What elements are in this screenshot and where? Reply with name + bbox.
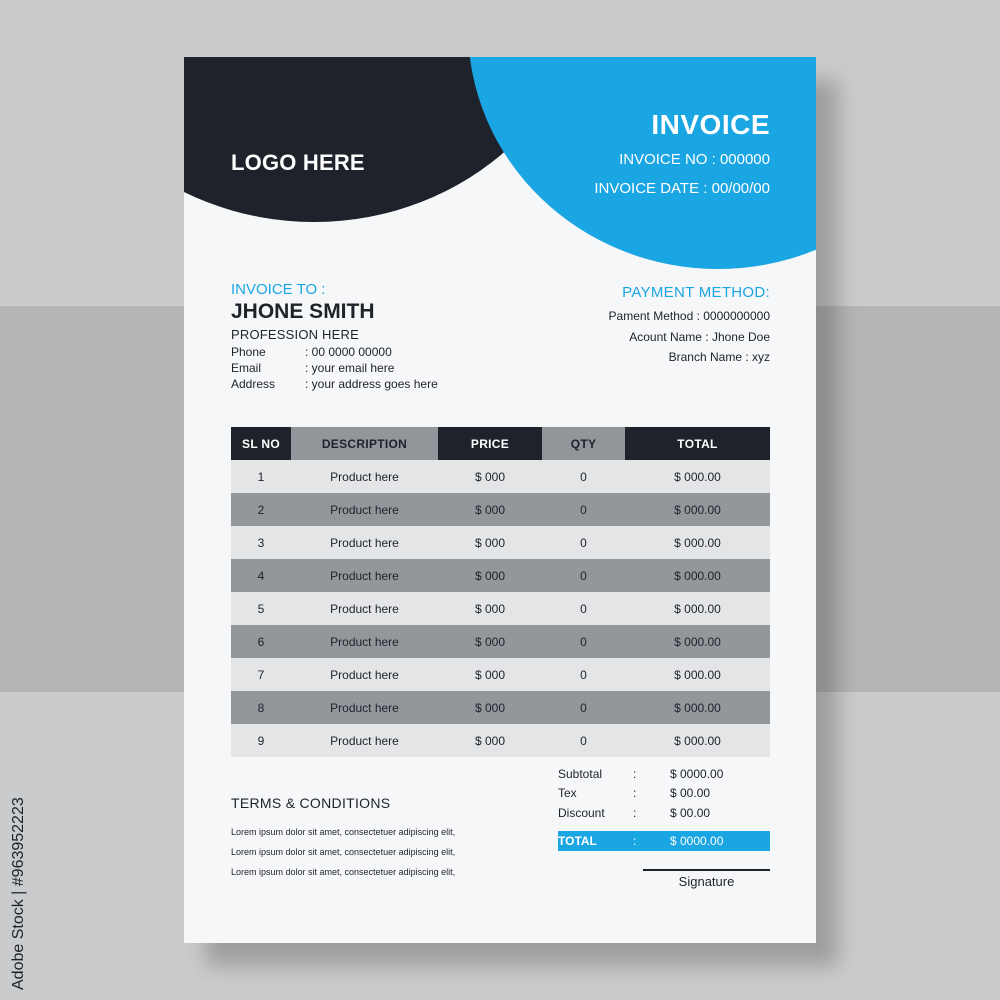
client-name: JHONE SMITH — [231, 300, 375, 323]
cell-sl-no: 1 — [257, 469, 265, 484]
cell-price: $ 000 — [474, 535, 506, 550]
cell-description: Product here — [330, 733, 399, 748]
table-header — [231, 427, 770, 460]
contact-value: : 00 0000 00000 — [305, 345, 392, 359]
branch-name-line: Branch Name : xyz — [668, 350, 770, 364]
total-value: $ 0000.00 — [670, 834, 724, 848]
cell-description: Product here — [330, 700, 399, 715]
summary-label: Discount — [558, 806, 605, 820]
cell-qty: 0 — [580, 700, 587, 715]
cell-description: Product here — [330, 634, 399, 649]
invoice-date: INVOICE DATE : 00/00/00 — [594, 180, 770, 197]
contact-key: Phone — [231, 345, 266, 359]
cell-price: $ 000 — [474, 667, 506, 682]
payment-method-line: Pament Method : 0000000000 — [608, 309, 770, 323]
cell-qty: 0 — [580, 733, 587, 748]
summary-sep: : — [633, 786, 637, 800]
summary-value: $ 0000.00 — [670, 767, 724, 781]
table-row — [231, 526, 770, 559]
contact-value: : your email here — [305, 361, 395, 375]
cell-total: $ 000.00 — [674, 634, 721, 649]
summary-value: $ 00.00 — [670, 806, 711, 820]
cell-price: $ 000 — [474, 733, 506, 748]
cell-price: $ 000 — [474, 601, 506, 616]
contact-key: Address — [231, 377, 276, 391]
cell-qty: 0 — [580, 601, 587, 616]
terms-title: TERMS & CONDITIONS — [231, 795, 391, 811]
invoice-title: INVOICE — [651, 109, 770, 140]
cell-price: $ 000 — [474, 700, 506, 715]
cell-total: $ 000.00 — [674, 469, 721, 484]
contact-address — [231, 377, 438, 391]
cell-total: $ 000.00 — [674, 601, 721, 616]
contact-value: : your address goes here — [305, 377, 438, 391]
cell-price: $ 000 — [474, 634, 506, 649]
table-row — [231, 559, 770, 592]
cell-sl-no: 9 — [257, 733, 265, 748]
payment-method-title: PAYMENT METHOD: — [622, 284, 770, 301]
table-row — [231, 724, 770, 757]
logo-text: LOGO HERE — [231, 150, 365, 175]
cell-total: $ 000.00 — [674, 733, 721, 748]
cell-sl-no: 5 — [257, 601, 265, 616]
summary-sep: : — [633, 806, 637, 820]
summary-tex — [558, 786, 770, 804]
total-label: TOTAL — [558, 834, 597, 848]
contact-phone — [231, 345, 392, 359]
header-price: PRICE — [438, 427, 542, 460]
cell-total: $ 000.00 — [674, 700, 721, 715]
cell-description: Product here — [330, 535, 399, 550]
stock-id-text: Adobe Stock | #963952223 — [10, 797, 27, 990]
cell-sl-no: 8 — [257, 700, 265, 715]
cell-price: $ 000 — [474, 469, 506, 484]
summary-label: Tex — [558, 786, 577, 800]
summary-label: Subtotal — [558, 767, 603, 781]
table-body — [231, 460, 770, 757]
cell-sl-no: 2 — [257, 502, 265, 517]
total-sep: : — [633, 834, 637, 848]
summary-discount — [558, 806, 770, 824]
cell-description: Product here — [330, 568, 399, 583]
cell-sl-no: 4 — [257, 568, 265, 583]
header-sl-no: SL NO — [231, 427, 291, 460]
client-profession: PROFESSION HERE — [231, 327, 359, 342]
table-row — [231, 625, 770, 658]
cell-price: $ 000 — [474, 568, 506, 583]
terms-line: Lorem ipsum dolor sit amet, consectetuer adipiscing elit, — [231, 847, 456, 857]
cell-total: $ 000.00 — [674, 568, 721, 583]
terms-line: Lorem ipsum dolor sit amet, consectetuer adipiscing elit, — [231, 827, 456, 837]
header-description: DESCRIPTION — [291, 427, 438, 460]
header-total: TOTAL — [625, 427, 770, 460]
header-qty: QTY — [542, 427, 625, 460]
cell-sl-no: 3 — [257, 535, 265, 550]
cell-price: $ 000 — [474, 502, 506, 517]
cell-qty: 0 — [580, 502, 587, 517]
signature-label: Signature — [678, 874, 735, 889]
account-name-line: Acount Name : Jhone Doe — [629, 330, 770, 344]
cell-qty: 0 — [580, 568, 587, 583]
cell-total: $ 000.00 — [674, 667, 721, 682]
cell-description: Product here — [330, 601, 399, 616]
invoice-page — [184, 57, 816, 943]
table-row — [231, 592, 770, 625]
cell-total: $ 000.00 — [674, 535, 721, 550]
table-row — [231, 493, 770, 526]
table-row — [231, 691, 770, 724]
cell-qty: 0 — [580, 667, 587, 682]
summary-total-bar — [558, 831, 770, 851]
cell-qty: 0 — [580, 469, 587, 484]
summary-sep: : — [633, 767, 637, 781]
cell-sl-no: 7 — [257, 667, 265, 682]
invoice-number: INVOICE NO : 000000 — [619, 151, 770, 168]
items-table — [231, 427, 770, 757]
invoice-to-label: INVOICE TO : — [231, 281, 326, 298]
cell-sl-no: 6 — [257, 634, 265, 649]
cell-total: $ 000.00 — [674, 502, 721, 517]
contact-email — [231, 361, 394, 375]
signature-line — [643, 869, 770, 871]
cell-description: Product here — [330, 667, 399, 682]
cell-description: Product here — [330, 469, 399, 484]
cell-qty: 0 — [580, 634, 587, 649]
contact-key: Email — [231, 361, 262, 375]
cell-description: Product here — [330, 502, 399, 517]
cell-qty: 0 — [580, 535, 587, 550]
table-row — [231, 658, 770, 691]
summary-value: $ 00.00 — [670, 786, 711, 800]
table-row — [231, 460, 770, 493]
summary-subtotal — [558, 767, 770, 785]
terms-line: Lorem ipsum dolor sit amet, consectetuer adipiscing elit, — [231, 867, 456, 877]
